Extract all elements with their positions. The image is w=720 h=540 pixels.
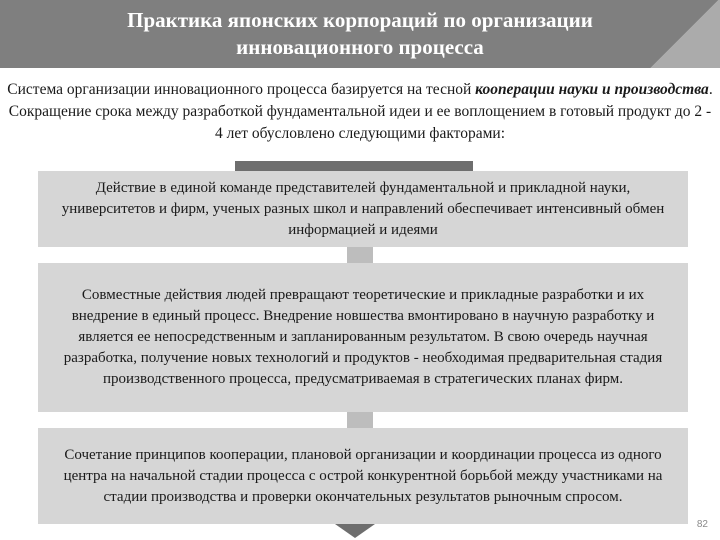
intro-emphasis: кооперации науки и производства bbox=[475, 81, 709, 98]
intro-text-end: . Сокращение срока между разработкой фундаментальной идеи и ее воплощением в готовый продукт до 2 - 4 лет обусловлено следующими факторами: bbox=[8, 81, 713, 142]
flow-connector-2 bbox=[347, 412, 373, 428]
flow-down-arrow-icon bbox=[335, 524, 375, 538]
factor-text-2: Совместные действия людей превращают теоретические и прикладные разработки и их внедрение в единый процесс. Внедрение новшества вмонтировано в научную разработку и является ее непосредственным и запланированным результатом. В свою очередь научная разработка, получение новых технологий и продуктов - необходимая предварительная стадия производственного процесса, предусматриваемая в стратегических планах фирм. bbox=[63, 287, 663, 387]
title-bar bbox=[0, 0, 720, 68]
factor-box-3 bbox=[38, 428, 688, 524]
factor-box-2 bbox=[38, 263, 688, 412]
factor-box-1 bbox=[38, 171, 688, 247]
flow-header-bar bbox=[235, 161, 473, 171]
intro-text-start: Система организации инновационного процесса базируется на тесной bbox=[7, 81, 476, 98]
factor-text-3: Сочетание принципов кооперации, плановой организации и координации процесса из одного центра на начальной стадии процесса с острой конкурентной борьбой между участниками на стадии производства и проверки окончательных результатов рыночным спросом. bbox=[63, 446, 663, 505]
factor-text-1: Действие в единой команде представителей фундаментальной и прикладной науки, университетов и фирм, ученых разных школ и направлений обеспечивает интенсивный обмен информацией и идеями bbox=[61, 179, 665, 238]
page-number: 82 bbox=[696, 519, 708, 530]
slide-title: Практика японских корпораций по организации инновационного процесса bbox=[127, 8, 593, 59]
flow-connector-1 bbox=[347, 247, 373, 263]
title-corner-decoration bbox=[648, 0, 720, 68]
intro-paragraph bbox=[6, 79, 714, 145]
